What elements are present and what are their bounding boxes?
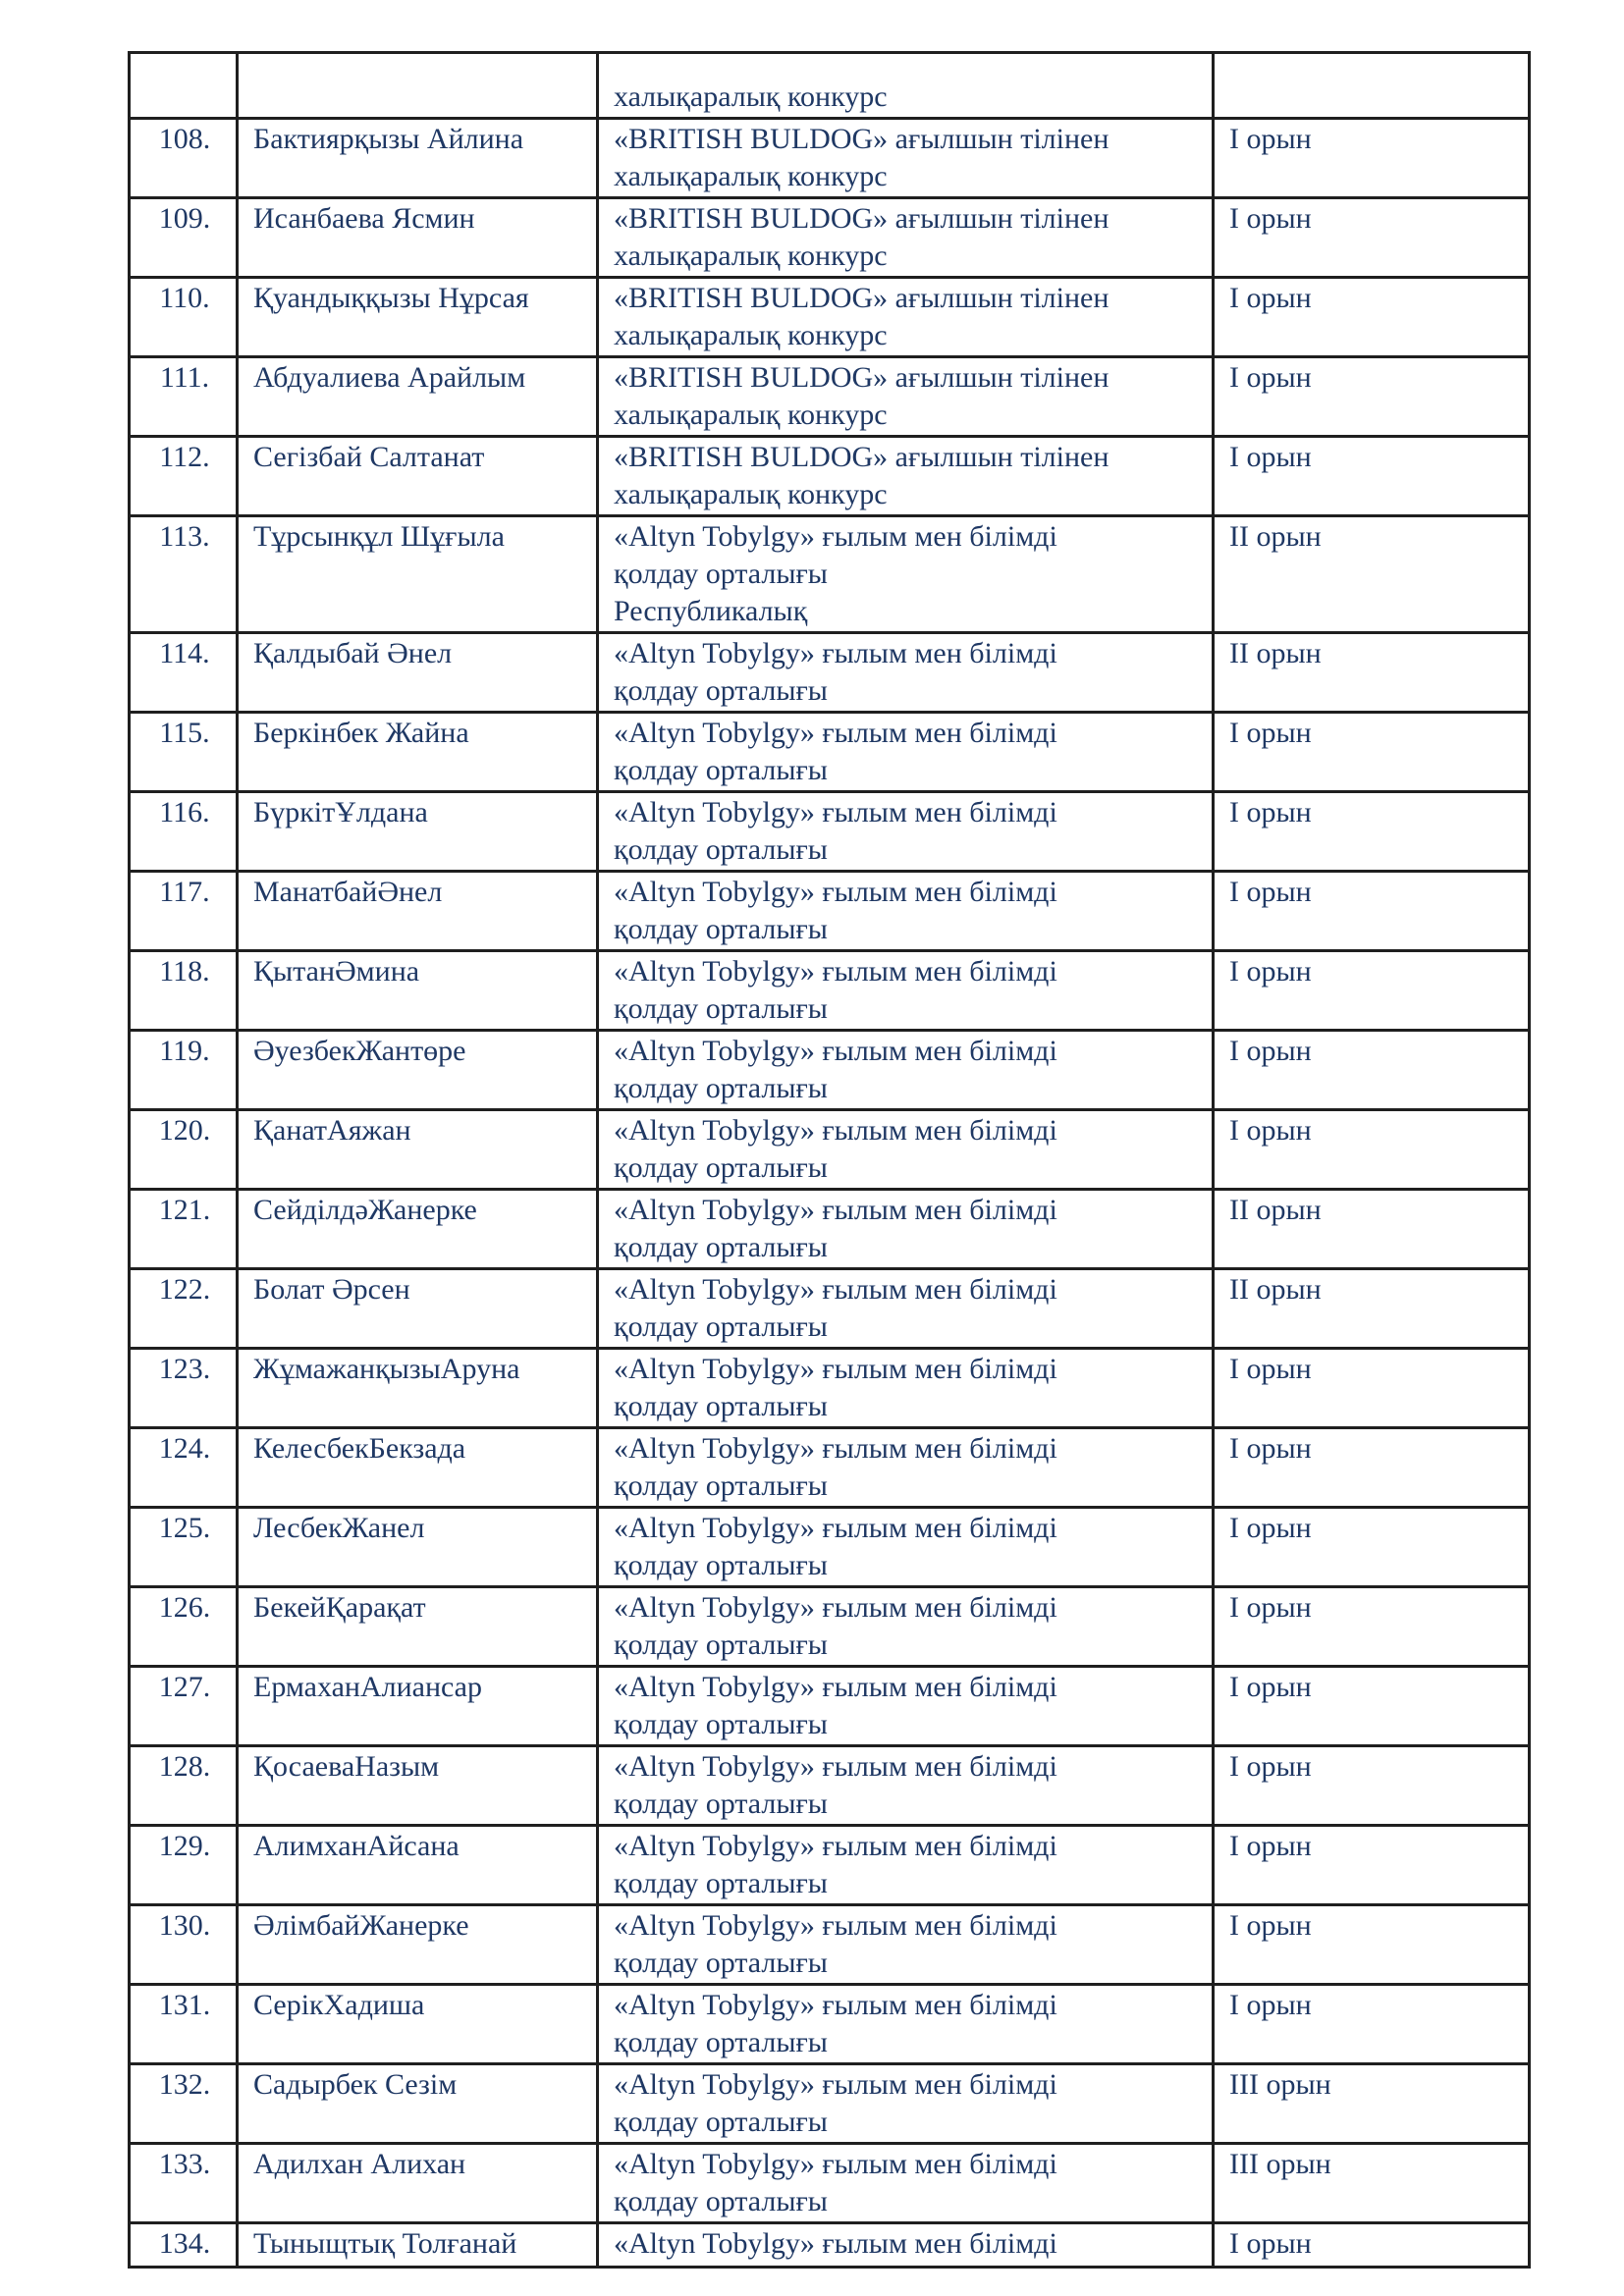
competition-cell [598,2223,1214,2268]
competition-line: қолдау орталығы [614,1788,828,1820]
competition-line: қолдау орталығы [614,913,828,945]
participant-name-cell: ЕрмаханАлиансар [238,1667,598,1746]
place-cell: I орын [1214,357,1530,437]
table-row [130,1667,1530,1746]
table-row [130,53,1530,119]
place-cell: I орын [1214,1826,1530,1905]
competition-line: халықаралық конкурс [614,80,888,113]
place-cell: III орын [1214,2144,1530,2223]
competition-cell [598,437,1214,516]
participant-name-cell: СерікХадиша [238,1985,598,2064]
competition-line: халықаралық конкурс [614,319,888,351]
results-table-body [130,53,1530,2268]
competition-line: «Altyn Tobylgy» ғылым мен білімді [614,1671,1057,1703]
competition-line: «Altyn Tobylgy» ғылым мен білімді [614,1591,1057,1624]
participant-name-cell: Қалдыбай Әнел [238,633,598,713]
place-cell: II орын [1214,633,1530,713]
table-row [130,516,1530,633]
competition-line: «BRITISH BULDOG» ағылшын тілінен [614,202,1110,235]
competition-cell [598,1508,1214,1587]
competition-line: «Altyn Tobylgy» ғылым мен білімді [614,1035,1057,1067]
row-number-cell: 129. [130,1826,238,1905]
table-row [130,437,1530,516]
table-row [130,2064,1530,2144]
competition-line: «Altyn Tobylgy» ғылым мен білімді [614,1353,1057,1385]
competition-line: қолдау орталығы [614,1867,828,1899]
place-cell: I орын [1214,713,1530,792]
row-number-cell: 123. [130,1349,238,1428]
participant-name-cell: Беркінбек Жайна [238,713,598,792]
competition-line: қолдау орталығы [614,1390,828,1422]
competition-line: қолдау орталығы [614,1947,828,1979]
place-cell: I орын [1214,1905,1530,1985]
row-number-cell: 110. [130,278,238,357]
competition-cell [598,1031,1214,1110]
place-cell: I орын [1214,1428,1530,1508]
table-row [130,2223,1530,2268]
place-cell: II орын [1214,1269,1530,1349]
competition-line: қолдау орталығы [614,992,828,1025]
place-cell: III орын [1214,2064,1530,2144]
place-cell: I орын [1214,1110,1530,1190]
competition-line: «Altyn Tobylgy» ғылым мен білімді [614,796,1057,828]
place-cell: II орын [1214,1190,1530,1269]
participant-name-cell: Садырбек Сезім [238,2064,598,2144]
competition-cell [598,198,1214,278]
row-number-cell [130,53,238,119]
competition-line: халықаралық конкурс [614,240,888,272]
row-number-cell: 113. [130,516,238,633]
row-number-cell: 134. [130,2223,238,2268]
competition-line: қолдау орталығы [614,1310,828,1343]
table-row [130,1746,1530,1826]
participant-name-cell: МанатбайӘнел [238,872,598,951]
table-row [130,872,1530,951]
participant-name-cell: Адилхан Алихан [238,2144,598,2223]
competition-line: қолдау орталығы [614,754,828,786]
competition-line: халықаралық конкурс [614,478,888,510]
participant-name-cell: БекейҚарақат [238,1587,598,1667]
competition-line: «Altyn Tobylgy» ғылым мен білімді [614,1750,1057,1783]
place-cell: I орын [1214,119,1530,198]
participant-name-cell: СейділдәЖанерке [238,1190,598,1269]
competition-cell [598,357,1214,437]
competition-line: қолдау орталығы [614,833,828,866]
competition-cell [598,516,1214,633]
competition-cell [598,792,1214,872]
row-number-cell: 122. [130,1269,238,1349]
competition-cell [598,1746,1214,1826]
participant-name-cell: Тұрсынқұл Шұғыла [238,516,598,633]
competition-cell [598,1110,1214,1190]
participant-name-cell: КелесбекБекзада [238,1428,598,1508]
competition-line: «Altyn Tobylgy» ғылым мен білімді [614,1273,1057,1306]
competition-line: «BRITISH BULDOG» ағылшын тілінен [614,441,1110,473]
competition-cell [598,1190,1214,1269]
participant-name-cell: Абдуалиева Арайлым [238,357,598,437]
place-cell: I орын [1214,437,1530,516]
results-table [128,51,1531,2269]
row-number-cell: 108. [130,119,238,198]
place-cell: I орын [1214,951,1530,1031]
competition-cell [598,1269,1214,1349]
row-number-cell: 119. [130,1031,238,1110]
competition-cell [598,633,1214,713]
competition-line: «Altyn Tobylgy» ғылым мен білімді [614,637,1057,669]
participant-name-cell: Бактиярқызы Айлина [238,119,598,198]
place-cell: I орын [1214,1031,1530,1110]
participant-name-cell: ЖұмажанқызыАруна [238,1349,598,1428]
participant-name-cell: ҚытанӘмина [238,951,598,1031]
table-row [130,1985,1530,2064]
table-row [130,278,1530,357]
row-number-cell: 116. [130,792,238,872]
participant-name-cell: АлимханАйсана [238,1826,598,1905]
participant-name-cell: Исанбаева Ясмин [238,198,598,278]
table-row [130,1428,1530,1508]
row-number-cell: 128. [130,1746,238,1826]
competition-line: қолдау орталығы [614,1151,828,1184]
row-number-cell: 121. [130,1190,238,1269]
competition-cell [598,119,1214,198]
place-cell: I орын [1214,1508,1530,1587]
competition-line: «Altyn Tobylgy» ғылым мен білімді [614,955,1057,988]
competition-line: қолдау орталығы [614,1708,828,1740]
table-row [130,1905,1530,1985]
competition-cell [598,2064,1214,2144]
competition-line: «Altyn Tobylgy» ғылым мен білімді [614,1989,1057,2021]
row-number-cell: 114. [130,633,238,713]
competition-line: қолдау орталығы [614,2185,828,2217]
competition-line: халықаралық конкурс [614,160,888,192]
competition-line: Республикалық [614,595,808,627]
place-cell: I орын [1214,1587,1530,1667]
competition-line: қолдау орталығы [614,1231,828,1263]
competition-line: «Altyn Tobylgy» ғылым мен білімді [614,2148,1057,2180]
competition-cell [598,1587,1214,1667]
competition-line: «Altyn Tobylgy» ғылым мен білімді [614,876,1057,908]
table-row [130,357,1530,437]
row-number-cell: 125. [130,1508,238,1587]
place-cell: I орын [1214,1746,1530,1826]
competition-cell [598,951,1214,1031]
competition-line: «BRITISH BULDOG» ағылшын тілінен [614,123,1110,155]
competition-cell [598,2144,1214,2223]
table-row [130,1587,1530,1667]
competition-line: «Altyn Tobylgy» ғылым мен білімді [614,1909,1057,1942]
row-number-cell: 117. [130,872,238,951]
competition-line: қолдау орталығы [614,1469,828,1502]
participant-name-cell: БүркітҰлдана [238,792,598,872]
row-number-cell: 115. [130,713,238,792]
participant-name-cell: ӘлімбайЖанерке [238,1905,598,1985]
competition-line: қолдау орталығы [614,1549,828,1581]
competition-line: «Altyn Tobylgy» ғылым мен білімді [614,2227,1057,2260]
competition-line: «Altyn Tobylgy» ғылым мен білімді [614,717,1057,749]
competition-cell [598,278,1214,357]
table-row [130,1110,1530,1190]
table-row [130,792,1530,872]
table-row [130,1508,1530,1587]
competition-line: «BRITISH BULDOG» ағылшын тілінен [614,361,1110,394]
participant-name-cell [238,53,598,119]
participant-name-cell: Тыныщтық Толғанай [238,2223,598,2268]
participant-name-cell: ҚанатАяжан [238,1110,598,1190]
competition-cell [598,1667,1214,1746]
competition-line: «Altyn Tobylgy» ғылым мен білімді [614,1114,1057,1147]
row-number-cell: 133. [130,2144,238,2223]
competition-line: қолдау орталығы [614,558,828,590]
competition-cell [598,1905,1214,1985]
row-number-cell: 111. [130,357,238,437]
table-row [130,1269,1530,1349]
competition-line: қолдау орталығы [614,1072,828,1104]
participant-name-cell: Сегізбай Салтанат [238,437,598,516]
row-number-cell: 132. [130,2064,238,2144]
table-row [130,951,1530,1031]
place-cell: I орын [1214,198,1530,278]
competition-line: қолдау орталығы [614,1629,828,1661]
row-number-cell: 131. [130,1985,238,2064]
competition-line: қолдау орталығы [614,2026,828,2058]
competition-line: «Altyn Tobylgy» ғылым мен білімді [614,1512,1057,1544]
place-cell: I орын [1214,1667,1530,1746]
competition-line: «Altyn Tobylgy» ғылым мен білімді [614,2068,1057,2101]
row-number-cell: 126. [130,1587,238,1667]
competition-line: «BRITISH BULDOG» ағылшын тілінен [614,282,1110,314]
row-number-cell: 127. [130,1667,238,1746]
participant-name-cell: Болат Әрсен [238,1269,598,1349]
row-number-cell: 120. [130,1110,238,1190]
table-row [130,1031,1530,1110]
participant-name-cell: ӘуезбекЖантөре [238,1031,598,1110]
place-cell: I орын [1214,792,1530,872]
place-cell: I орын [1214,2223,1530,2268]
row-number-cell: 124. [130,1428,238,1508]
row-number-cell: 112. [130,437,238,516]
competition-line: «Altyn Tobylgy» ғылым мен білімді [614,1194,1057,1226]
table-row [130,633,1530,713]
place-cell: I орын [1214,1349,1530,1428]
row-number-cell: 109. [130,198,238,278]
table-row [130,119,1530,198]
table-row [130,198,1530,278]
table-row [130,2144,1530,2223]
place-cell: II орын [1214,516,1530,633]
competition-line: «Altyn Tobylgy» ғылым мен білімді [614,1432,1057,1465]
place-cell: I орын [1214,1985,1530,2064]
competition-line: «Altyn Tobylgy» ғылым мен білімді [614,520,1057,553]
place-cell [1214,53,1530,119]
place-cell: I орын [1214,278,1530,357]
participant-name-cell: ҚосаеваНазым [238,1746,598,1826]
competition-cell [598,1349,1214,1428]
competition-cell [598,1985,1214,2064]
competition-cell [598,1826,1214,1905]
table-row [130,1826,1530,1905]
table-row [130,1190,1530,1269]
competition-line: қолдау орталығы [614,674,828,707]
competition-cell [598,872,1214,951]
place-cell: I орын [1214,872,1530,951]
competition-line: қолдау орталығы [614,2106,828,2138]
competition-cell [598,53,1214,119]
competition-cell [598,713,1214,792]
row-number-cell: 118. [130,951,238,1031]
participant-name-cell: Қуандыққызы Нұрсая [238,278,598,357]
competition-line: «Altyn Tobylgy» ғылым мен білімді [614,1830,1057,1862]
competition-cell [598,1428,1214,1508]
competition-line: халықаралық конкурс [614,399,888,431]
participant-name-cell: ЛесбекЖанел [238,1508,598,1587]
table-row [130,713,1530,792]
table-row [130,1349,1530,1428]
row-number-cell: 130. [130,1905,238,1985]
